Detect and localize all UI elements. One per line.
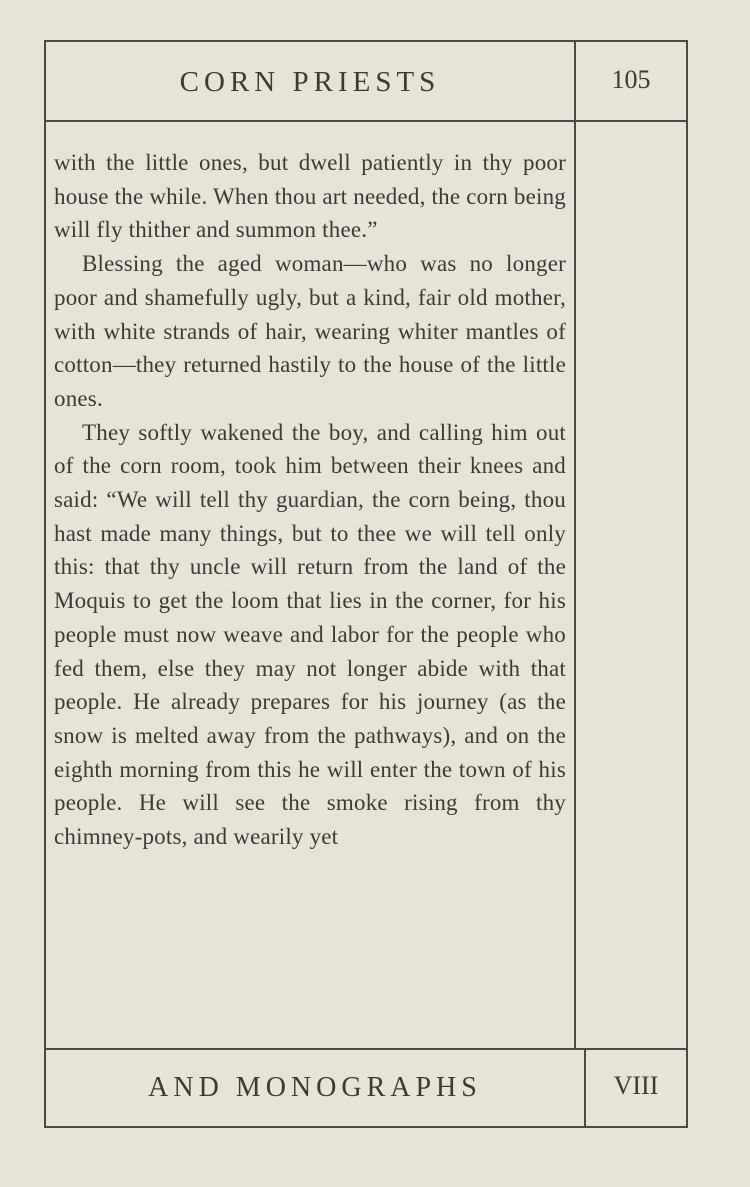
volume-number: VIII xyxy=(613,1071,659,1100)
page-frame xyxy=(44,40,688,1128)
paragraph-continued: with the little ones, but dwell patiently in thy poor house the while. When thou art needed, the corn being will fly thither and summon thee.” xyxy=(54,150,566,243)
paragraph-wakened: They softly wakened the boy, and calling him out of the corn room, took him between their knees and said: “We will tell thy guardian, the corn being, thou hast made many things, but to thee we will tell only this: that thy uncle will return from the land of the Moquis to get the loom that lies in the corner, for his people must now weave and labor for the people who fed them, else they may not longer abide with that people. He already prepares for his journey (as the snow is melted away from the pathways), and on the eighth morning from this he will enter the town of his people. He will see the smoke rising from thy chimney-pots, and wearily yet xyxy=(54,419,566,850)
page-number: 105 xyxy=(611,65,651,94)
body-area xyxy=(46,120,686,1050)
running-title: CORN PRIESTS xyxy=(46,42,576,120)
running-footer xyxy=(46,1048,686,1126)
paragraph-blessing: Blessing the aged woman—who was no longer poor and shamefully ugly, but a kind, fair old mother, with white strands of hair, wearing whiter mantles of cotton—they returned hastily to the house of the little ones. xyxy=(54,251,566,411)
footer-title: AND MONOGRAPHS xyxy=(46,1048,586,1126)
text-column xyxy=(46,120,576,1048)
running-header xyxy=(46,42,686,122)
margin-column xyxy=(576,120,686,1048)
